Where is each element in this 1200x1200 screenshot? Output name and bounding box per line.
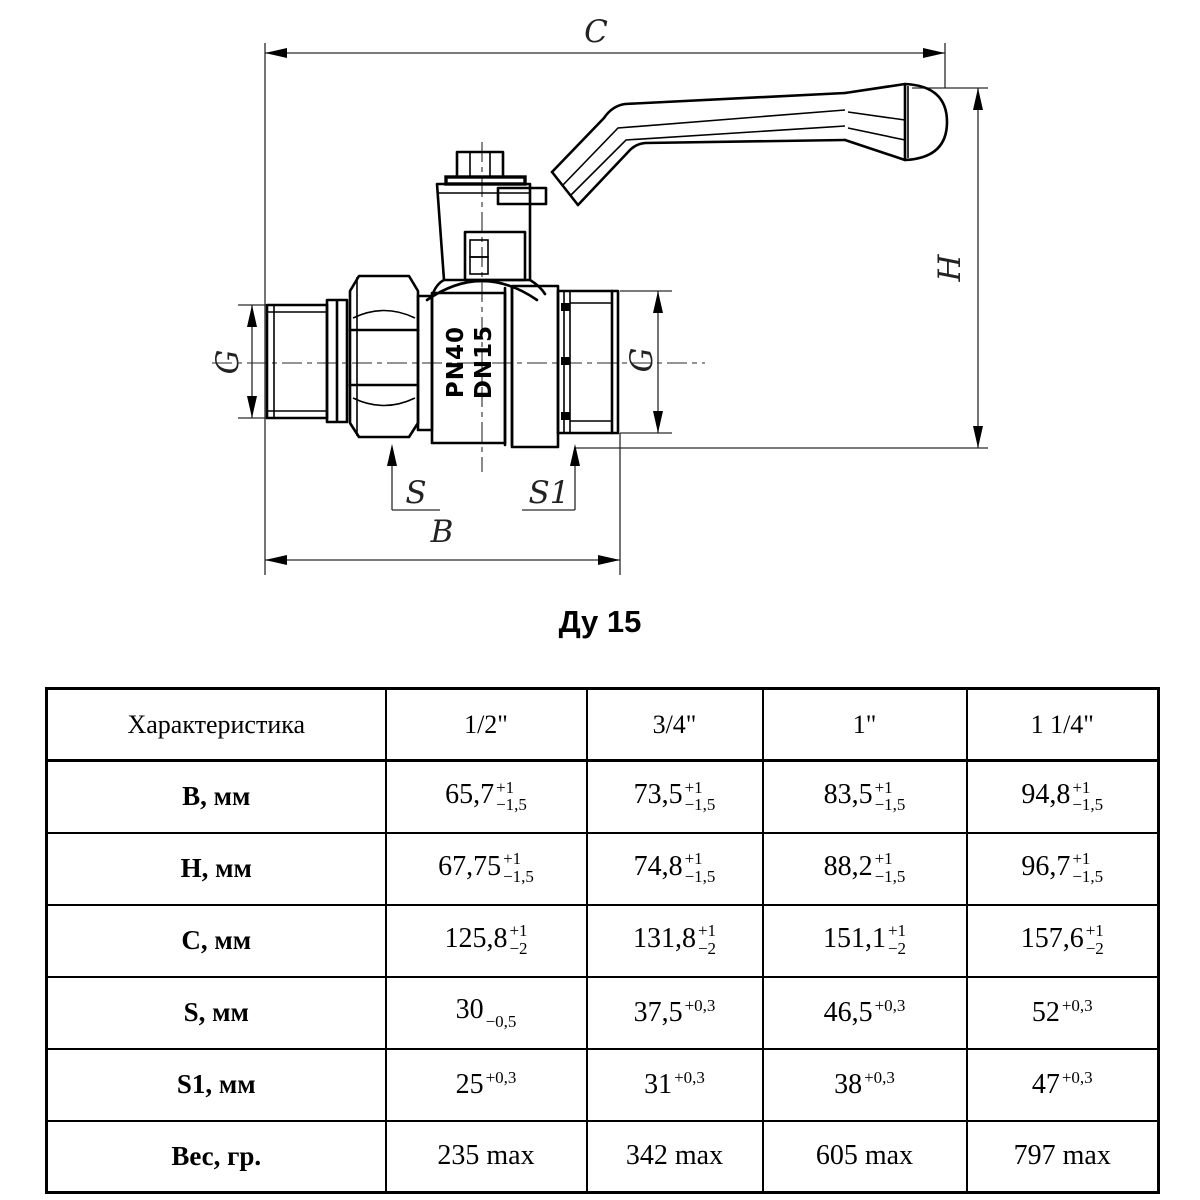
column-header: 1 1/4" — [967, 689, 1159, 761]
table-cell: 88,2 +1 −1,5 — [763, 833, 967, 905]
row-label: B, мм — [47, 761, 386, 833]
table-header-row — [47, 689, 1159, 761]
table-cell: 151,1 +1 −2 — [763, 905, 967, 977]
table-cell: 52 $^{+0,3}$ — [967, 977, 1159, 1049]
dim-label-h: H — [932, 254, 968, 282]
table-cell: 797 max — [967, 1121, 1159, 1193]
table-cell: 25 $^{+0,3}$ — [386, 1049, 587, 1121]
drawing-caption: Ду 15 — [558, 604, 642, 639]
column-header: Характеристика — [47, 689, 386, 761]
row-label: Вес, гр. — [47, 1121, 386, 1193]
dim-label-c: C — [584, 14, 608, 50]
dim-label-g-left: G — [210, 349, 246, 375]
table-cell: 74,8 +1 −1,5 — [587, 833, 763, 905]
handle-lever — [552, 84, 947, 205]
row-label: H, мм — [47, 833, 386, 905]
valve-body — [267, 276, 618, 447]
table-row — [47, 833, 1159, 905]
table-cell: 73,5 +1 −1,5 — [587, 761, 763, 833]
table-cell: 94,8 +1 −1,5 — [967, 761, 1159, 833]
table-body — [47, 761, 1159, 1193]
table-cell: 31 $^{+0,3}$ — [587, 1049, 763, 1121]
body-marking-pn: PN40 — [443, 325, 469, 399]
dimensions-table — [45, 687, 1160, 1194]
body-marking-dn: DN15 — [471, 324, 497, 400]
table-row — [47, 977, 1159, 1049]
table-cell: 30 $_{-0,5}$ — [386, 977, 587, 1049]
table-cell: 131,8 +1 −2 — [587, 905, 763, 977]
row-label: C, мм — [47, 905, 386, 977]
handle-knob — [845, 84, 947, 160]
row-label: S1, мм — [47, 1049, 386, 1121]
union-nut — [350, 276, 418, 437]
male-thread-end — [267, 300, 347, 422]
table-cell: 65,7 +1 −1,5 — [386, 761, 587, 833]
column-header: 1" — [763, 689, 967, 761]
table-cell: 37,5 $^{+0,3}$ — [587, 977, 763, 1049]
table-cell: 38 $^{+0,3}$ — [763, 1049, 967, 1121]
column-header: 1/2" — [386, 689, 587, 761]
female-thread-end — [558, 291, 618, 433]
table-cell: 46,5 $^{+0,3}$ — [763, 977, 967, 1049]
table-row — [47, 1121, 1159, 1193]
dim-label-b: B — [430, 514, 454, 550]
table-row — [47, 761, 1159, 833]
table-cell: 67,75 +1 −1,5 — [386, 833, 587, 905]
table-cell: 47 $^{+0,3}$ — [967, 1049, 1159, 1121]
column-header: 3/4" — [587, 689, 763, 761]
dim-label-s1: S1 — [528, 475, 570, 511]
table-cell: 605 max — [763, 1121, 967, 1193]
stem-assembly — [432, 152, 546, 296]
row-label: S, мм — [47, 977, 386, 1049]
dim-label-g-right: G — [624, 347, 660, 373]
table-cell: 83,5 +1 −1,5 — [763, 761, 967, 833]
table-cell: 157,6 +1 −2 — [967, 905, 1159, 977]
dim-label-s: S — [405, 475, 427, 511]
table-cell: 96,7 +1 −1,5 — [967, 833, 1159, 905]
table-row — [47, 1049, 1159, 1121]
table-row — [47, 905, 1159, 977]
dimension-letters — [210, 14, 968, 550]
table-cell: 125,8 +1 −2 — [386, 905, 587, 977]
table-cell: 235 max — [386, 1121, 587, 1193]
table-cell: 342 max — [587, 1121, 763, 1193]
